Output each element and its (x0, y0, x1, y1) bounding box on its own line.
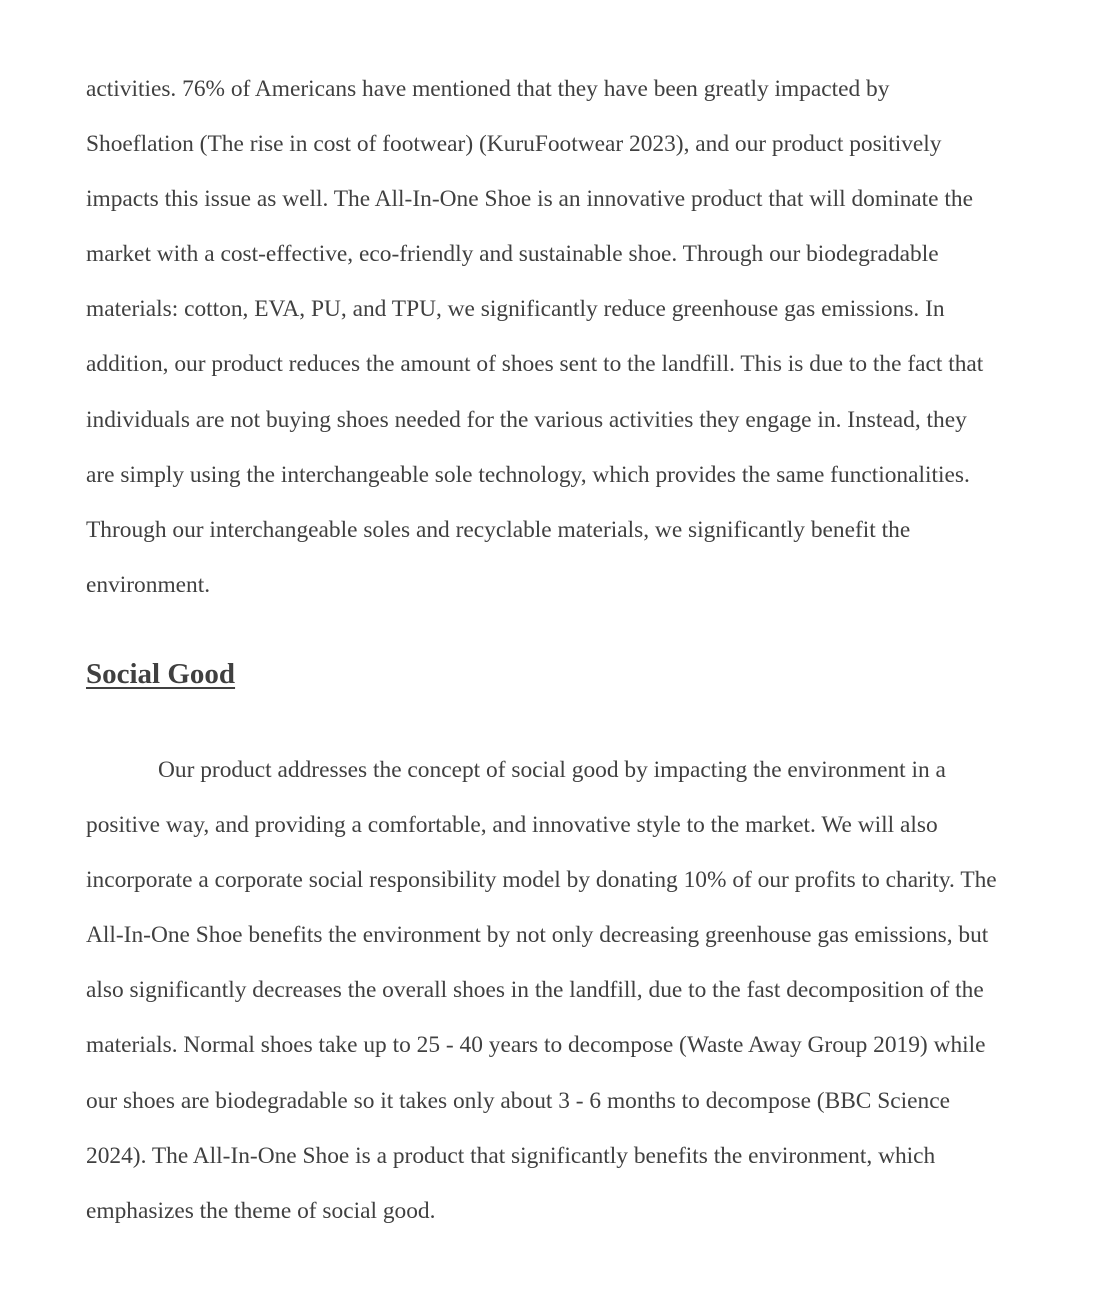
text-line: 2024). The All-In-One Shoe is a product that significantly benefits the environment, which (86, 1143, 936, 1169)
text-line: individuals are not buying shoes needed for the various activities they engage in. Instead, they (86, 407, 967, 433)
text-line: activities. 76% of Americans have mentioned that they have been greatly impacted by (86, 76, 890, 102)
text-line: addition, our product reduces the amount of shoes sent to the landfill. This is due to the fact that (86, 351, 984, 377)
text-line: incorporate a corporate social responsibility model by donating 10% of our profits to charity. The (86, 867, 997, 893)
text-line: Through our interchangeable soles and recyclable materials, we significantly benefit the (86, 517, 911, 543)
text-line: impacts this issue as well. The All-In-One Shoe is an innovative product that will dominate the (86, 186, 973, 212)
text-line: materials. Normal shoes take up to 25 - 40 years to decompose (Waste Away Group 2019) while (86, 1032, 986, 1058)
text-line: materials: cotton, EVA, PU, and TPU, we significantly reduce greenhouse gas emissions. In (86, 296, 945, 322)
text-line: Our product addresses the concept of social good by impacting the environment in a (158, 757, 946, 783)
text-line: also significantly decreases the overall shoes in the landfill, due to the fast decomposition of the (86, 977, 984, 1003)
text-line: Shoeflation (The rise in cost of footwear) (KuruFootwear 2023), and our product positively (86, 131, 942, 157)
text-line: market with a cost-effective, eco-friendly and sustainable shoe. Through our biodegradable (86, 241, 939, 267)
text-line: are simply using the interchangeable sole technology, which provides the same functionalities. (86, 462, 970, 488)
text-line: our shoes are biodegradable so it takes only about 3 - 6 months to decompose (BBC Science (86, 1088, 950, 1114)
text-line: All-In-One Shoe benefits the environment by not only decreasing greenhouse gas emissions, but (86, 922, 989, 948)
text-line: environment. (86, 572, 211, 598)
section-heading-social-good: Social Good (86, 658, 236, 690)
text-line: positive way, and providing a comfortable, and innovative style to the market. We will also (86, 812, 938, 838)
text-line: emphasizes the theme of social good. (86, 1198, 436, 1224)
